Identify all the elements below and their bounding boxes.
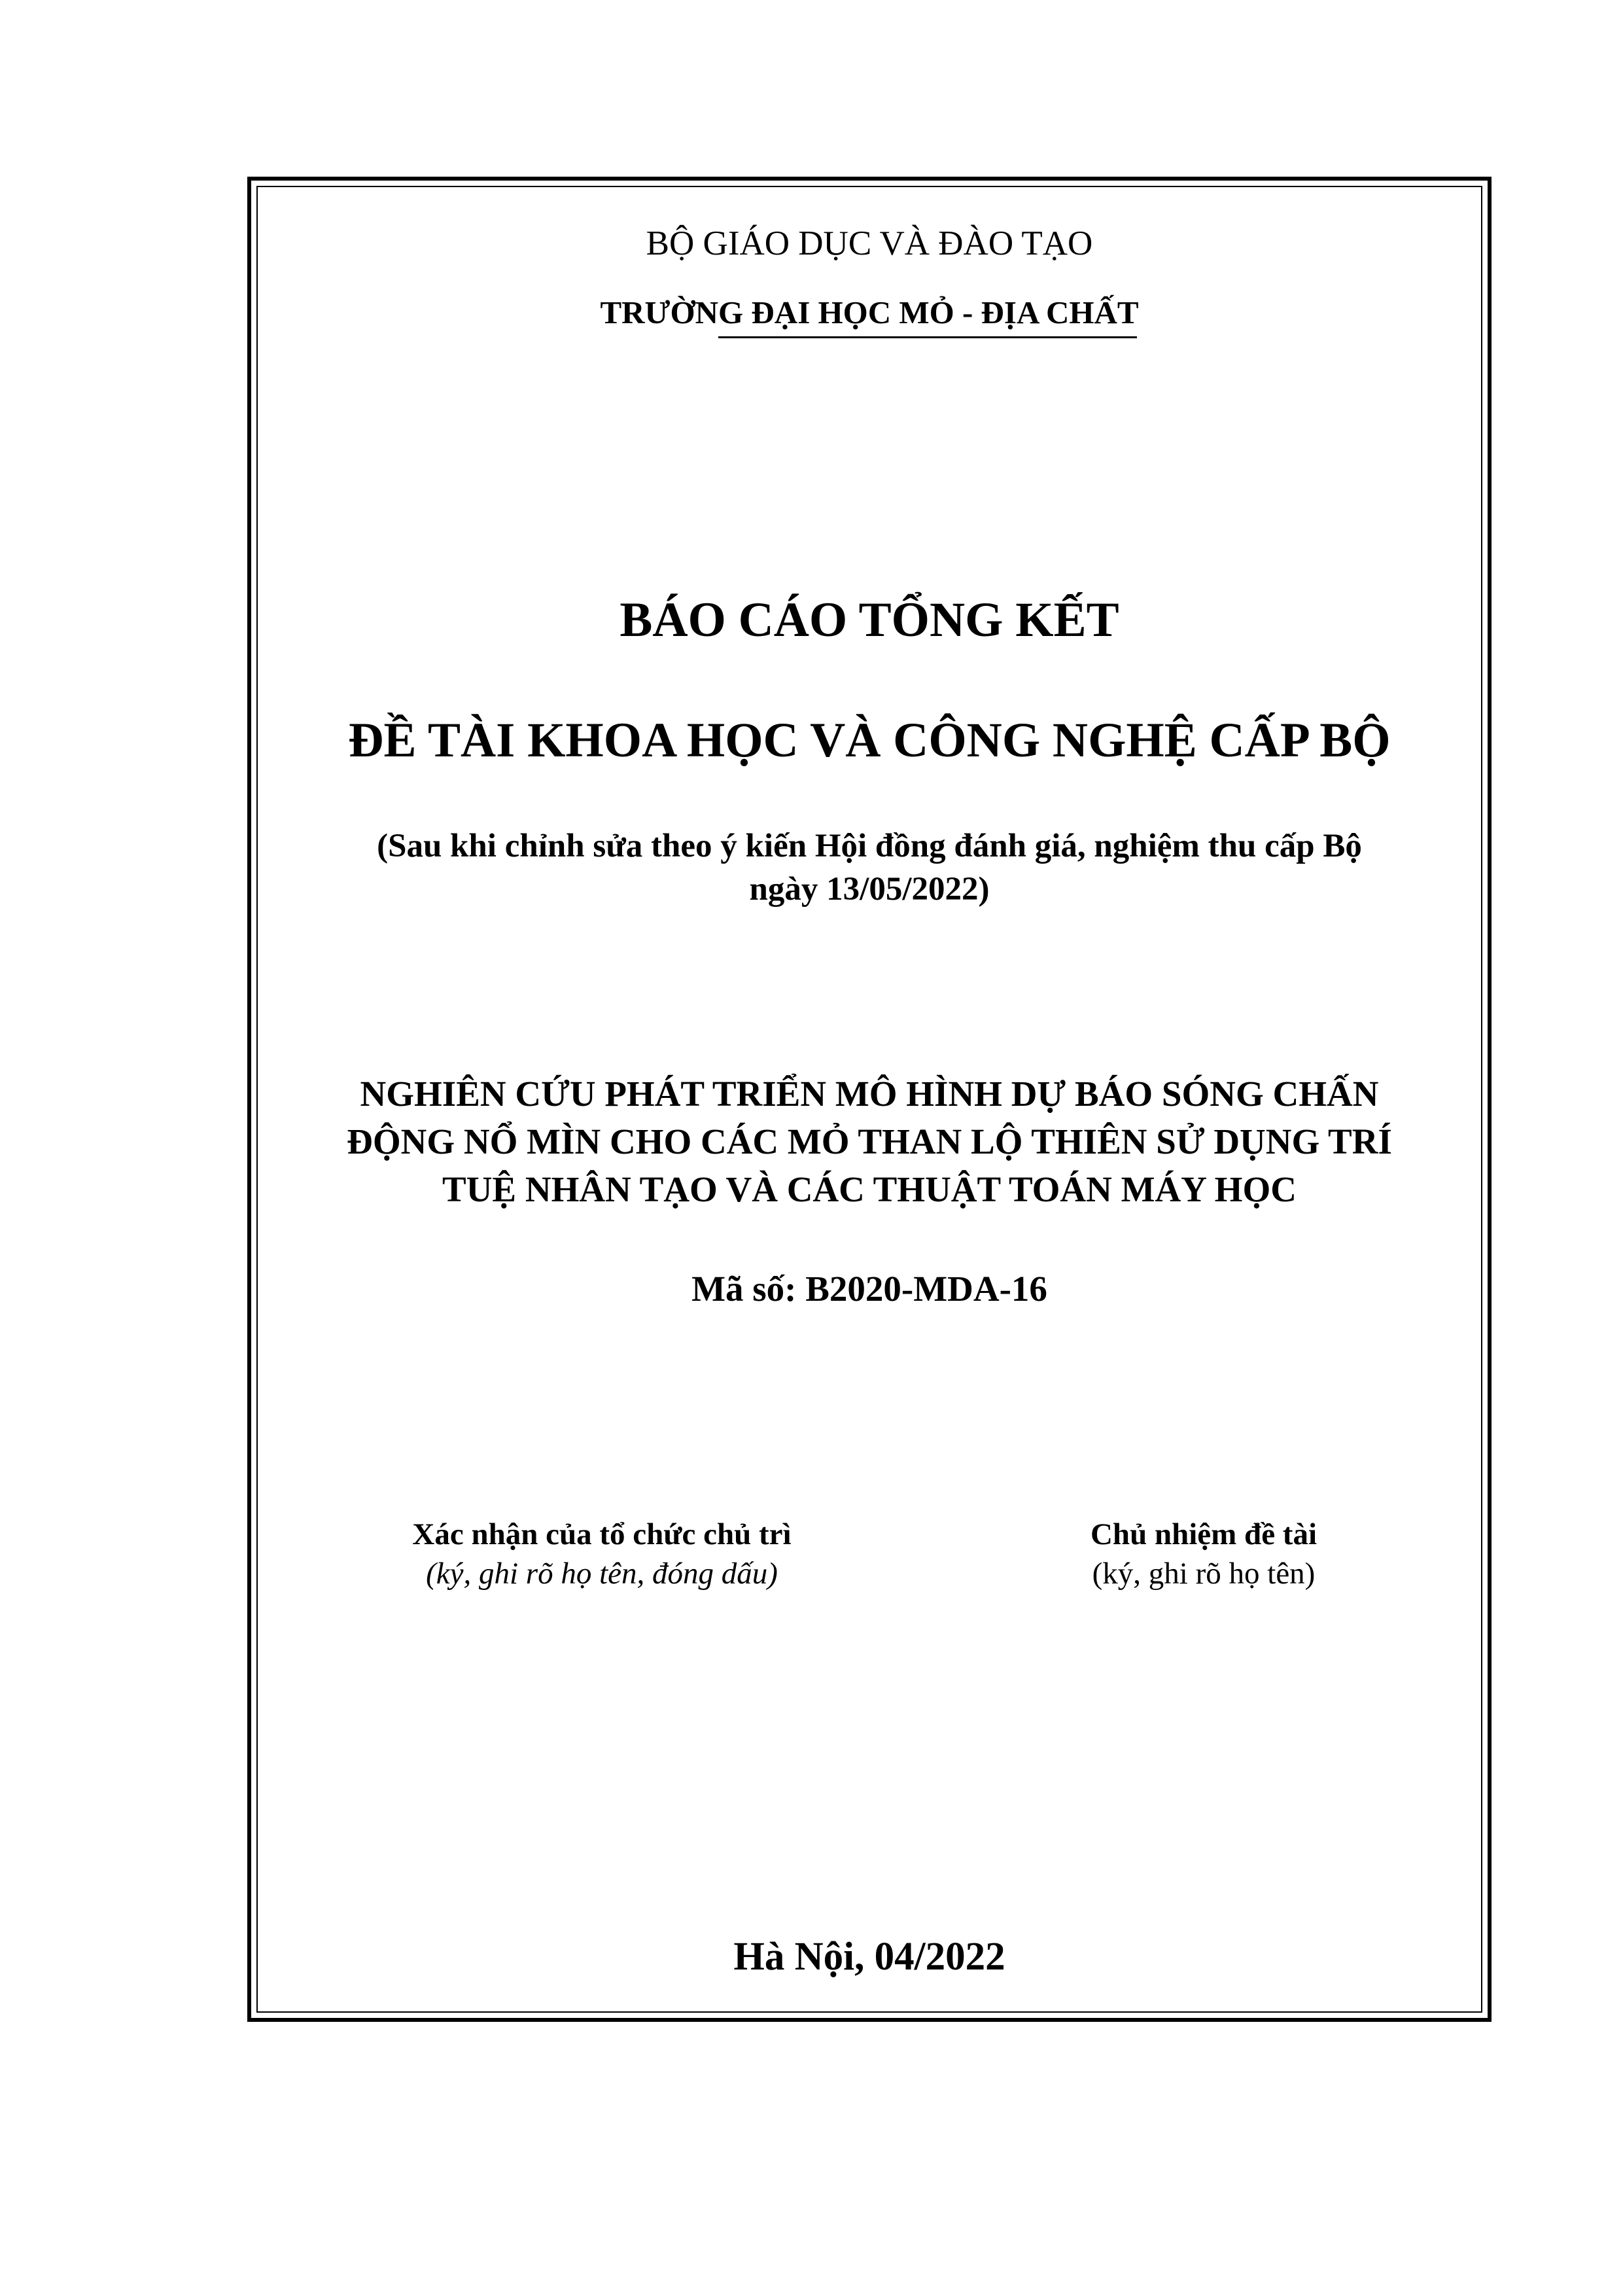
- revision-note-line-2: ngày 13/05/2022): [749, 871, 990, 908]
- host-org-signature-note: (ký, ghi rõ họ tên, đóng dấu): [426, 1557, 778, 1591]
- project-code: Mã số: B2020-MDA-16: [691, 1269, 1047, 1309]
- host-org-confirmation-title: Xác nhận của tổ chức chủ trì: [412, 1517, 792, 1551]
- place-and-date: Hà Nội, 04/2022: [733, 1935, 1005, 1979]
- university-underline: [718, 336, 1137, 338]
- revision-note-line-1: (Sau khi chỉnh sửa theo ý kiến Hội đồng đánh giá, nghiệm thu cấp Bộ: [377, 828, 1362, 864]
- ministry-name: BỘ GIÁO DỤC VÀ ĐÀO TẠO: [646, 224, 1093, 262]
- topic-title-line-1: NGHIÊN CỨU PHÁT TRIỂN MÔ HÌNH DỰ BÁO SÓNG CHẤN: [360, 1074, 1379, 1114]
- report-subtitle: ĐỀ TÀI KHOA HỌC VÀ CÔNG NGHỆ CẤP BỘ: [348, 713, 1391, 768]
- project-leader-title: Chủ nhiệm đề tài: [1090, 1517, 1318, 1551]
- report-title: BÁO CÁO TỔNG KẾT: [620, 593, 1119, 647]
- university-name: TRƯỜNG ĐẠI HỌC MỎ - ĐỊA CHẤT: [600, 294, 1139, 330]
- topic-title-line-3: TUỆ NHÂN TẠO VÀ CÁC THUẬT TOÁN MÁY HỌC: [442, 1169, 1297, 1209]
- project-leader-signature-note: (ký, ghi rõ họ tên): [1092, 1557, 1316, 1591]
- topic-title-line-2: ĐỘNG NỔ MÌN CHO CÁC MỎ THAN LỘ THIÊN SỬ DỤNG TRÍ: [347, 1122, 1392, 1161]
